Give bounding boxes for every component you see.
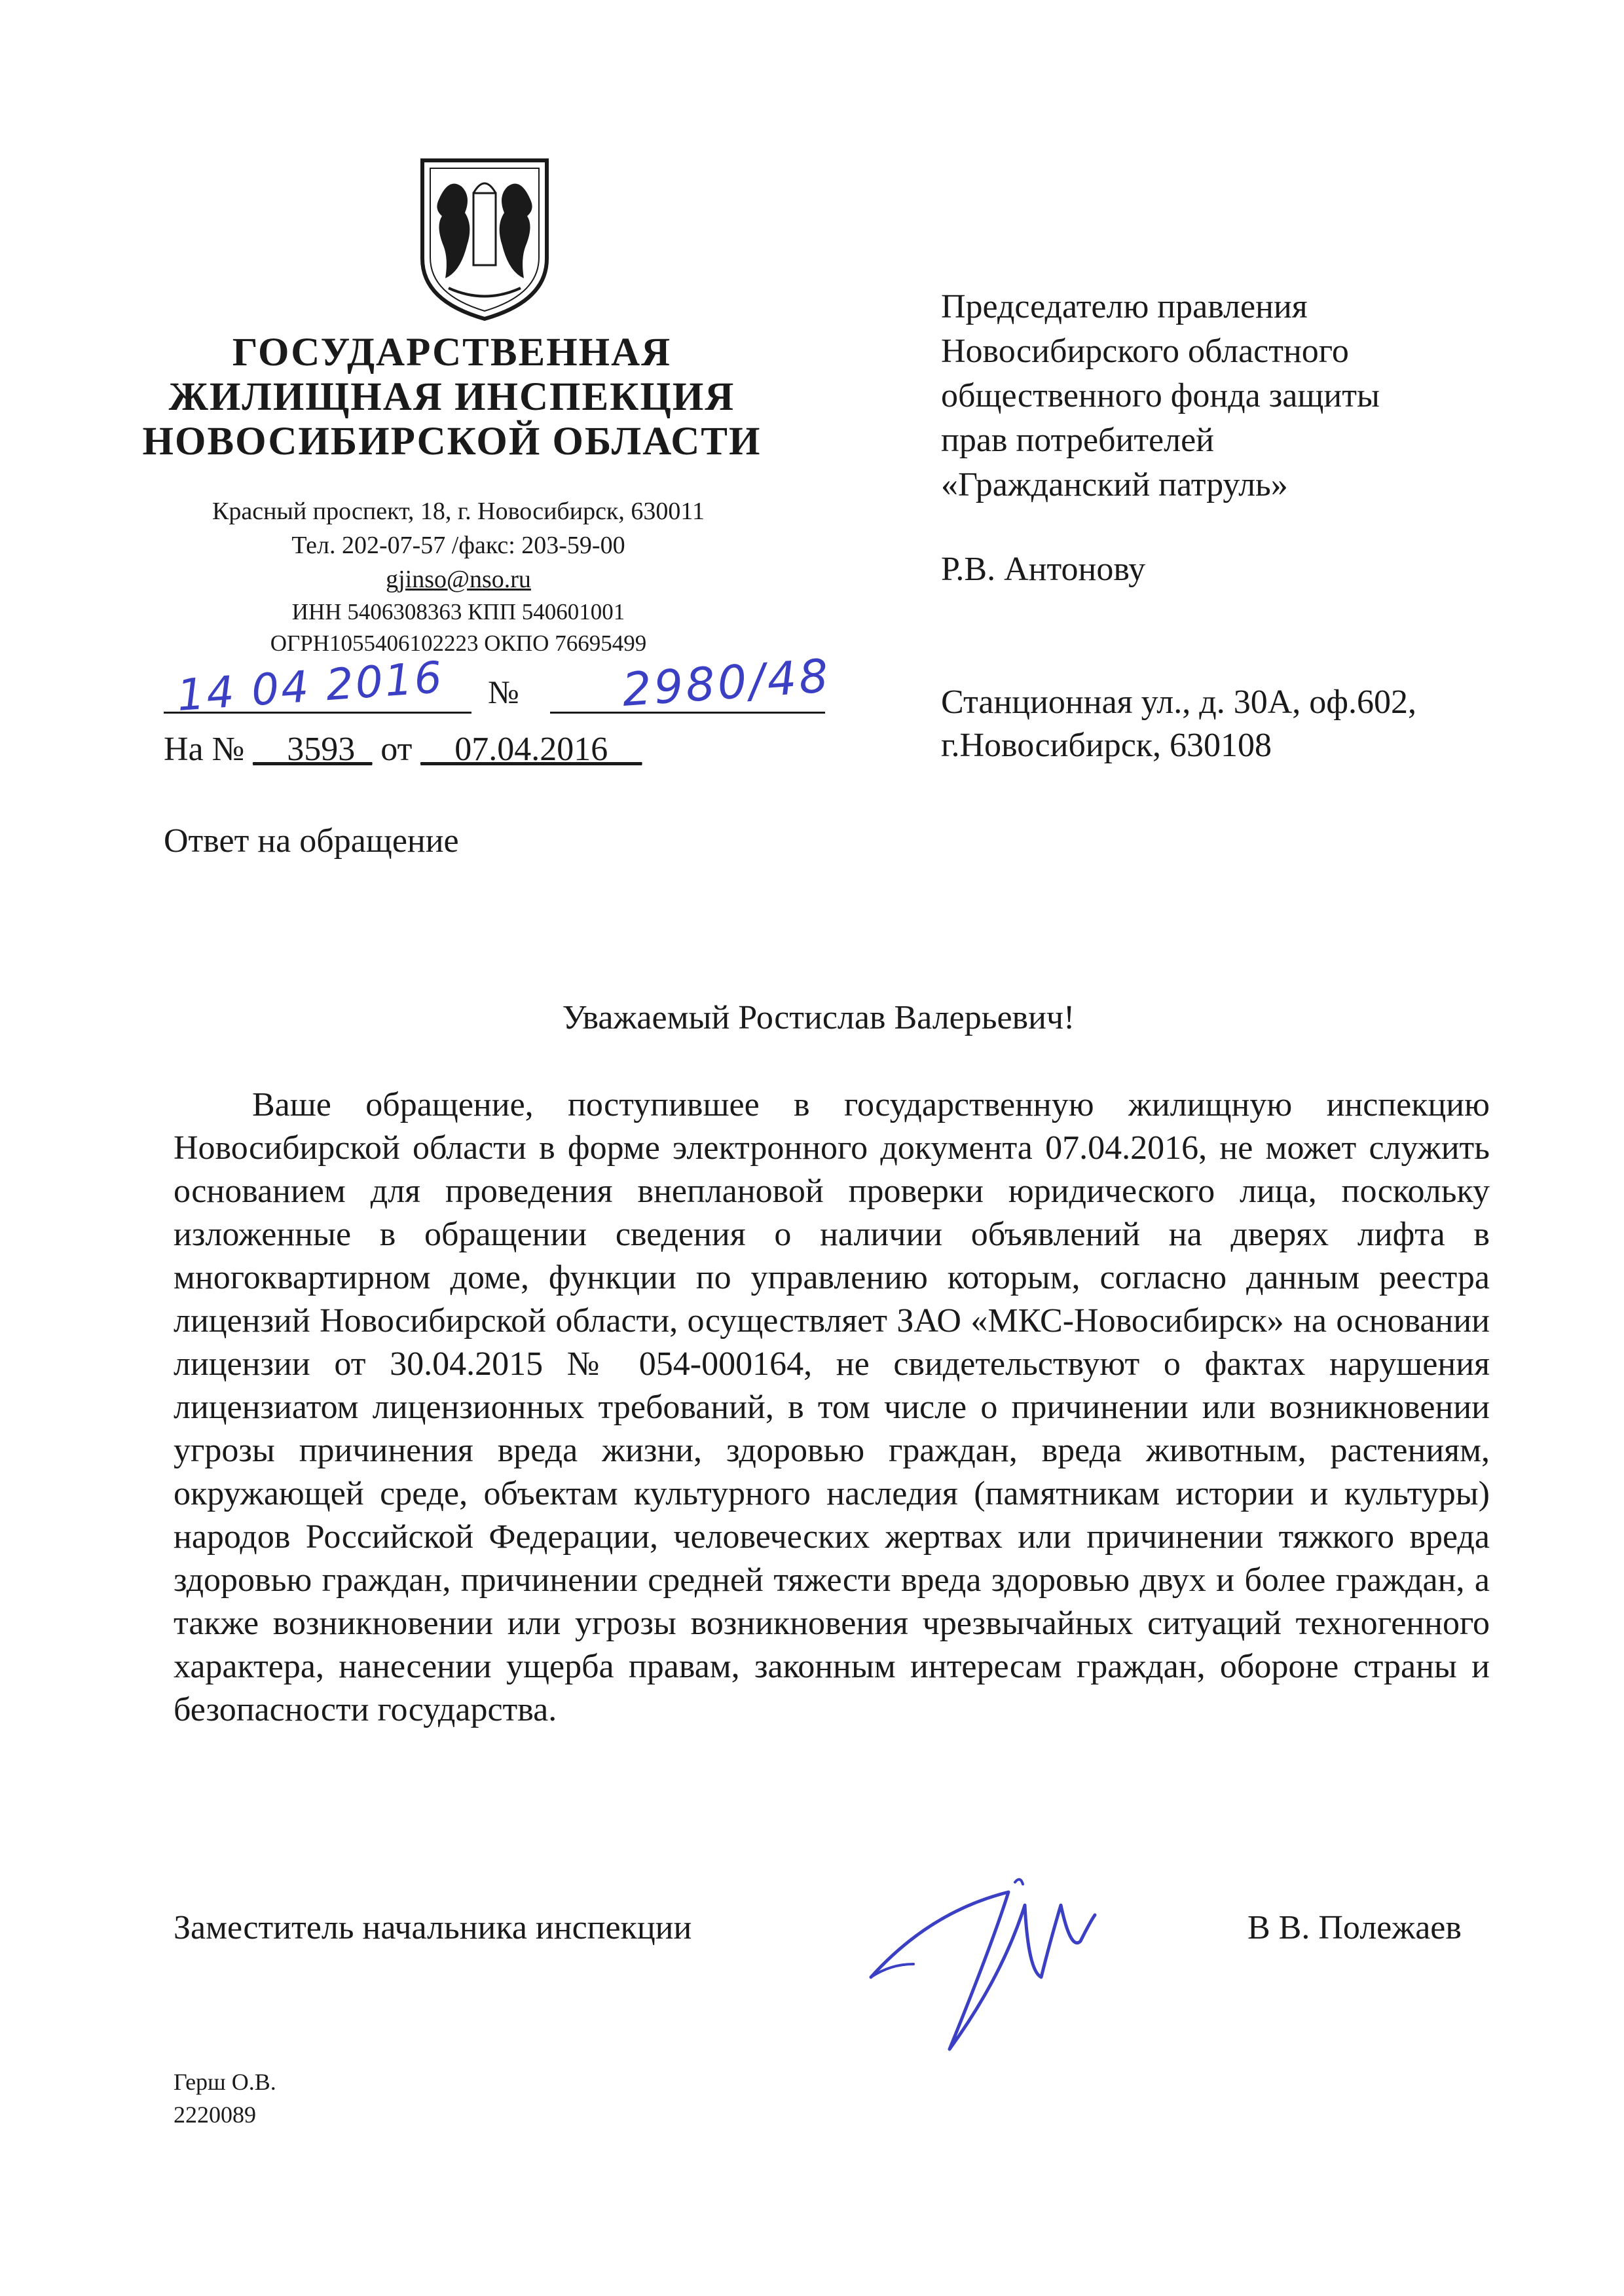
- reply-number: __3593_: [253, 731, 373, 768]
- organization-contacts: [131, 494, 786, 659]
- addressee-line: Новосибирского областного: [941, 333, 1349, 370]
- organization-address: Красный проспект, 18, г. Новосибирск, 630011: [212, 498, 705, 525]
- reply-from-label: от: [380, 731, 413, 768]
- signatory-title: Заместитель начальника инспекции: [174, 1909, 692, 1946]
- coat-of-arms-emblem-icon: [409, 147, 560, 324]
- organization-phone: Тел. 202-07-57 /факс: 203-59-00: [291, 532, 625, 559]
- registration-number: 2980/48: [620, 648, 833, 718]
- letter-subject: Ответ на обращение: [164, 822, 459, 860]
- organization-name-line: ЖИЛИЩНАЯ ИНСПЕКЦИЯ: [168, 375, 735, 419]
- executor-name: Герш О.В.: [174, 2069, 276, 2095]
- registration-line: [164, 648, 858, 728]
- addressee-name: Р.В. Антонову: [941, 551, 1146, 588]
- letter-body: Ваше обращение, поступившее в государственную жилищную инспекцию Новосибирской области в форме электронного документа 07.04.2016, не может служить основанием для проведения внеплановой проверки юридического лица, поскольку изложенные в обращении сведения о наличии объявлений на дверях лифта в многоквартирном доме, функции по управлению которым, согласно данным реестра лицензий Новосибирской области, осуществляет ЗАО «МКС-Новосибирск» на основании лицензии от 30.04.2015 № 054-000164, не свидетельствуют о фактах нарушения лицензиатом лицензионных требований, в том числе о причинении или возникновении угрозы причинения вреда жизни, здоровью граждан, вреда животным, растениям, окружающей среде, объектам культурного наследия (памятникам истории и культуры) народов Российской Федерации, человеческих жертвах или причинении тяжкого вреда здоровью граждан, причинении средней тяжести вреда здоровью двух и более граждан, а также возникновении или угрозы возникновения чрезвычайных ситуаций техногенного характера, нанесении ущерба правам, законным интересам граждан, обороне страны и безопасности государства.: [174, 1086, 1490, 1728]
- registration-date: 14 04 2016: [175, 651, 446, 721]
- addressee-line: прав потребителей: [941, 422, 1214, 459]
- reply-reference: [164, 730, 642, 769]
- letter-greeting: Уважаемый Ростислав Валерьевич!: [562, 999, 1075, 1036]
- organization-inn-kpp: ИНН 5406308363 КПП 540601001: [291, 599, 625, 625]
- organization-name-line: ГОСУДАРСТВЕННАЯ: [232, 331, 672, 374]
- addressee-address: [941, 681, 1416, 767]
- date-underline: [164, 712, 471, 714]
- handwritten-signature: [851, 1866, 1126, 2056]
- addressee-address-line: Станционная ул., д. 30А, оф.602,: [941, 683, 1416, 721]
- organization-name-line: НОВОСИБИРСКОЙ ОБЛАСТИ: [142, 420, 762, 464]
- number-underline: [550, 712, 825, 714]
- signatory-name: В В. Полежаев: [1247, 1909, 1462, 1946]
- addressee-line: Председателю правления: [941, 288, 1308, 325]
- organization-ogrn-okpo: ОГРН1055406102223 ОКПО 76695499: [270, 630, 647, 656]
- addressee-block: [941, 285, 1380, 507]
- reply-date: __07.04.2016__: [420, 731, 642, 768]
- organization-email-link[interactable]: gjinso@nso.ru: [386, 566, 531, 593]
- addressee-address-line: г.Новосибирск, 630108: [941, 727, 1272, 764]
- number-sign: №: [488, 674, 519, 710]
- reply-prefix: На №: [164, 731, 245, 768]
- addressee-line: «Гражданский патруль»: [941, 466, 1288, 503]
- executor-phone: 2220089: [174, 2102, 256, 2128]
- executor-info: [174, 2066, 276, 2131]
- addressee-line: общественного фонда защиты: [941, 377, 1380, 414]
- organization-name: [131, 331, 773, 464]
